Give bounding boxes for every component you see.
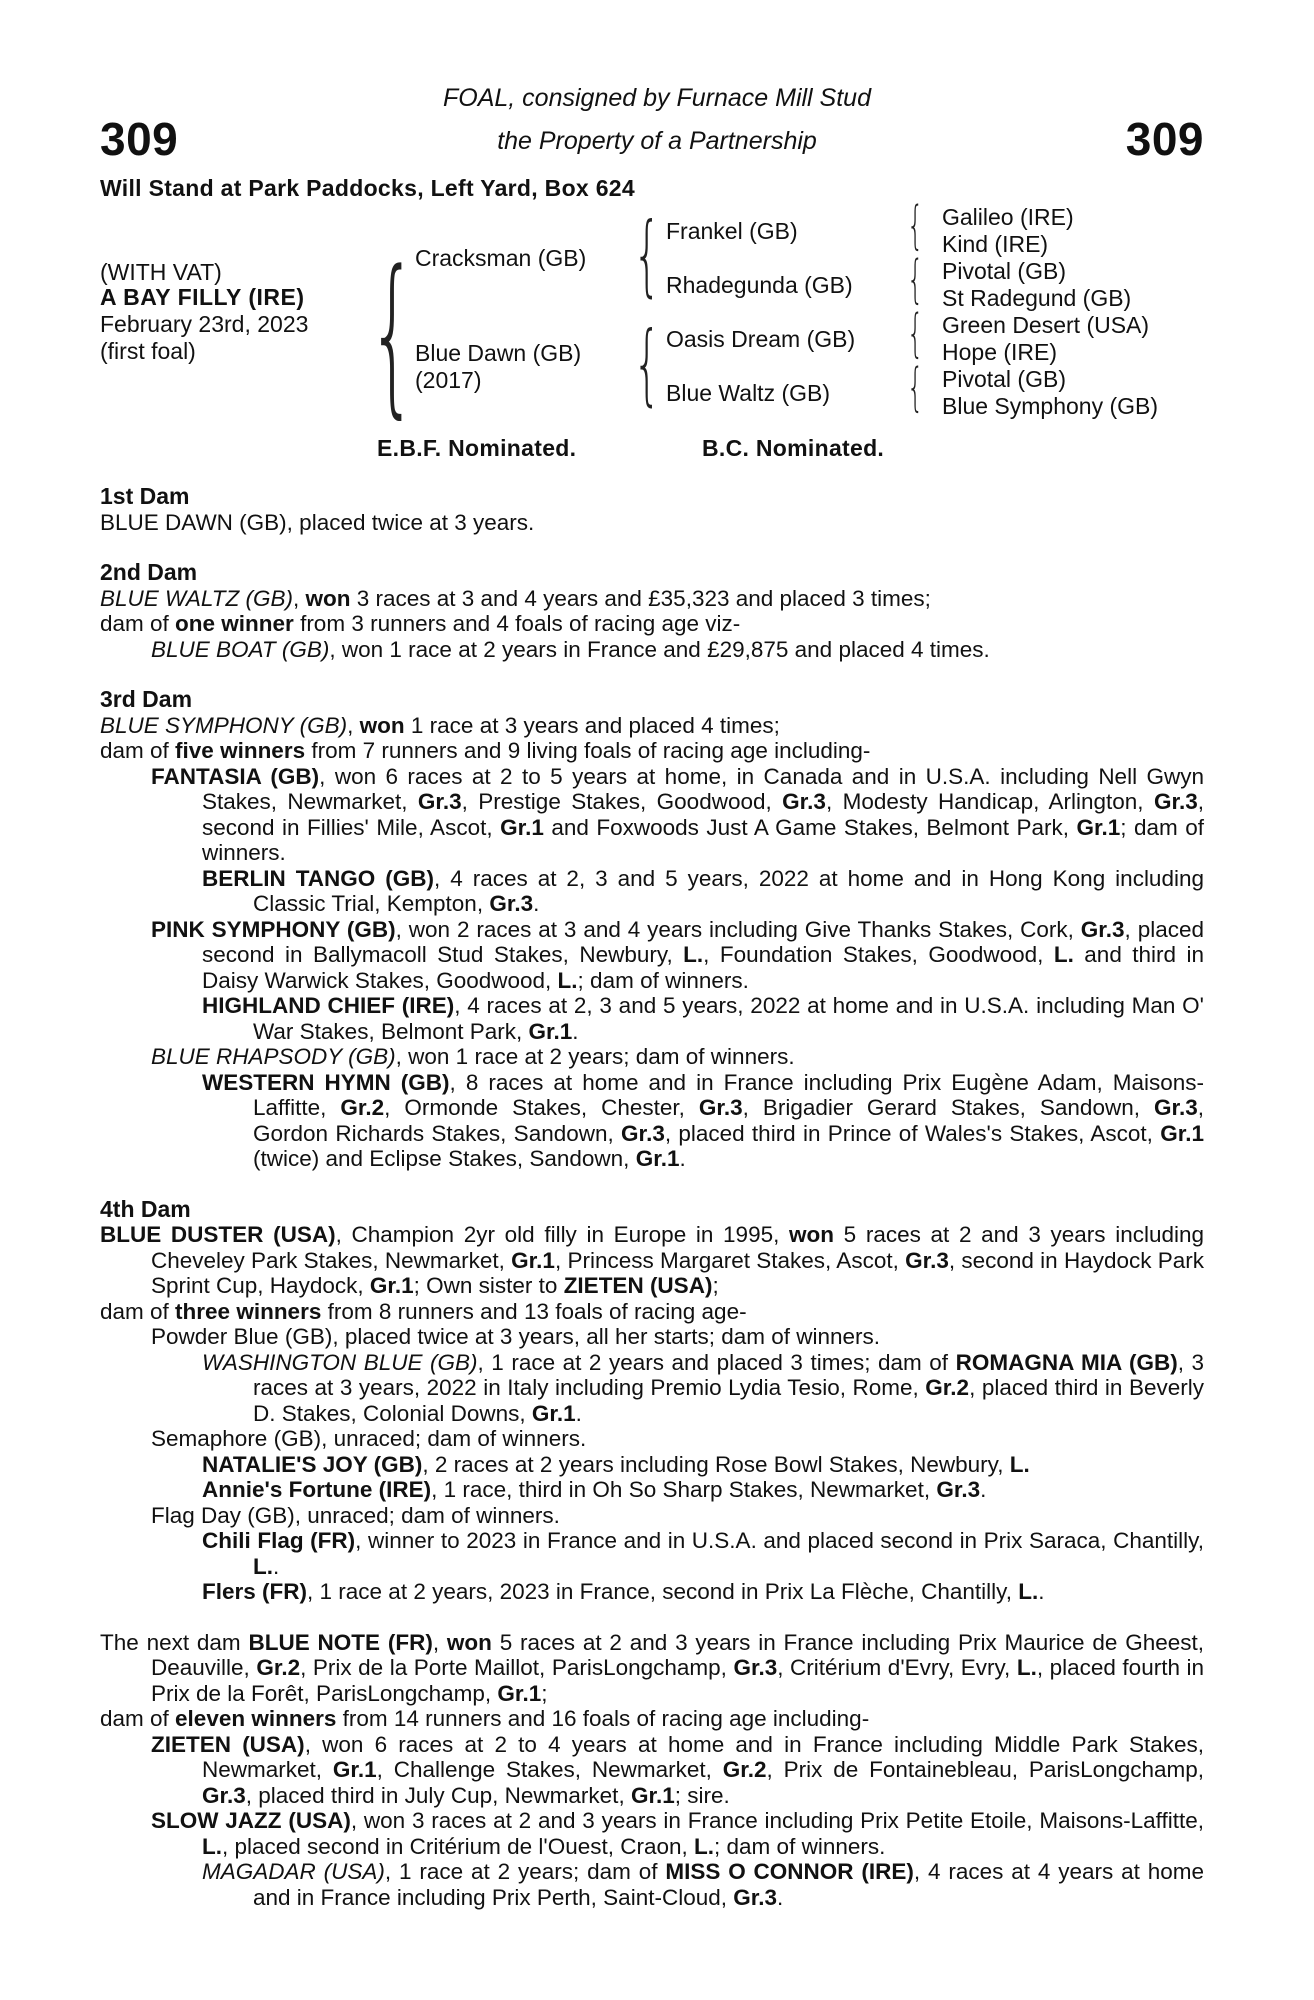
- progeny-blue-boat: BLUE BOAT (GB), won 1 race at 2 years in France and £29,875 and placed 4 times.: [151, 636, 990, 662]
- pedigree-brace-1: {: [368, 233, 418, 434]
- dam-sire-dam: Hope (IRE): [942, 339, 1058, 365]
- third-dam-line: BLUE SYMPHONY (GB), won 1 race at 3 years and placed 4 times;: [100, 712, 780, 738]
- third-dam-produce-line: dam of five winners from 7 runners and 9 living foals of racing age including-: [100, 738, 871, 763]
- first-dam-text: BLUE DAWN (GB), placed twice at 3 years.: [100, 509, 535, 535]
- pedigree-brace-3d: {: [907, 358, 924, 418]
- property-line: the Property of a Partnership: [497, 127, 817, 155]
- progeny-slow-jazz: SLOW JAZZ (USA), won 3 races at 2 and 3 years in France including Prix Petite Etoile, Maisons-Laffitte, L., placed second in Critérium de l'Ouest, Craon, L.; dam of winners.: [151, 1808, 1205, 1859]
- consignor-line: FOAL, consigned by Furnace Mill Stud: [443, 84, 871, 112]
- progeny-chili-flag: Chili Flag (FR), winner to 2023 in France and in U.S.A. and placed second in Prix Saraca, Chantilly, L..: [202, 1528, 1204, 1579]
- dam-dam: Blue Waltz (GB): [666, 380, 831, 406]
- first-dam-heading: 1st Dam: [100, 483, 190, 509]
- fourth-dam-produce-line: dam of three winners from 8 runners and 13 foals of racing age-: [100, 1298, 747, 1324]
- progeny-magadar: MAGADAR (USA), 1 race at 2 years; dam of MISS O CONNOR (IRE), 4 races at 4 years at home and in France including Prix Perth, Saint-Cloud, Gr.3.: [202, 1859, 1204, 1910]
- pedigree-brace-3c: {: [907, 304, 924, 364]
- fourth-dam-line: BLUE DUSTER (USA), Champion 2yr old filly in Europe in 1995, won 5 races at 2 and 3 years including Cheveley Park Stakes, Newmarket, Gr.1, Princess Margaret Stakes, Ascot, Gr.3, second in Haydock Park Sprint Cup, Haydock, Gr.1; Own sister to ZIETEN (USA);: [100, 1222, 1205, 1298]
- sire-dam-dam: St Radegund (GB): [942, 285, 1132, 311]
- next-dam-line: The next dam BLUE NOTE (FR), won 5 races at 2 and 3 years in France including Prix Maurice de Gheest, Deauville, Gr.2, Prix de la Porte Maillot, ParisLongchamp, Gr.3, Critérium d'Evry, Evry, L., placed fourth in Prix de la Forêt, ParisLongchamp, Gr.1;: [100, 1629, 1204, 1706]
- progeny-natalies-joy: NATALIE'S JOY (GB), 2 races at 2 years including Rose Bowl Stakes, Newbury, L.: [202, 1451, 1030, 1477]
- foal-dob: February 23rd, 2023: [100, 311, 309, 337]
- sire-name: Cracksman (GB): [415, 245, 587, 271]
- progeny-blue-rhapsody: BLUE RHAPSODY (GB), won 1 race at 2 years; dam of winners.: [151, 1044, 795, 1069]
- fourth-dam-heading: 4th Dam: [100, 1195, 191, 1222]
- next-dam-produce-line: dam of eleven winners from 14 runners and 16 foals of racing age including-: [100, 1706, 870, 1731]
- stand-location: Will Stand at Park Paddocks, Left Yard, Box 624: [100, 175, 635, 201]
- progeny-zieten: ZIETEN (USA), won 6 races at 2 to 4 years at home and in France including Middle Park Stakes, Newmarket, Gr.1, Challenge Stakes, Newmarket, Gr.2, Prix de Fontainebleau, ParisLongchamp, Gr.3, placed third in July Cup, Newmarket, Gr.1; sire.: [151, 1731, 1204, 1808]
- progeny-annies-fortune: Annie's Fortune (IRE), 1 race, third in Oh So Sharp Stakes, Newmarket, Gr.3.: [202, 1477, 987, 1502]
- dam-dam-dam: Blue Symphony (GB): [942, 393, 1159, 419]
- progeny-pink-symphony: PINK SYMPHONY (GB), won 2 races at 3 and 4 years including Give Thanks Stakes, Cork, Gr.3, placed second in Ballymacoll Stud Stakes, Newbury, L., Foundation Stakes, Goodwood, L. and third in Daisy Warwick Stakes, Goodwood, L.; dam of winners.: [151, 916, 1204, 993]
- dam-year: (2017): [415, 367, 482, 393]
- pedigree-brace-2a: {: [633, 203, 661, 306]
- foal-name: A BAY FILLY (IRE): [100, 284, 305, 310]
- progeny-berlin-tango: BERLIN TANGO (GB), 4 races at 2, 3 and 5 years, 2022 at home and in Hong Kong including Classic Trial, Kempton, Gr.3.: [202, 865, 1204, 916]
- catalogue-body: [100, 484, 1204, 1910]
- dam-sire-sire: Green Desert (USA): [942, 312, 1150, 338]
- third-dam-heading: 3rd Dam: [100, 686, 193, 712]
- pedigree-brace-3b: {: [907, 250, 924, 310]
- pedigree-brace-3a: {: [907, 196, 924, 256]
- progeny-flag-day: Flag Day (GB), unraced; dam of winners.: [151, 1502, 560, 1528]
- second-dam-heading: 2nd Dam: [100, 559, 198, 585]
- sire-sire: Frankel (GB): [666, 218, 798, 244]
- second-dam-line: BLUE WALTZ (GB), won 3 races at 3 and 4 years and £35,323 and placed 3 times;: [100, 585, 931, 611]
- progeny-semaphore: Semaphore (GB), unraced; dam of winners.: [151, 1426, 587, 1451]
- progeny-washington-blue: WASHINGTON BLUE (GB), 1 race at 2 years and placed 3 times; dam of ROMAGNA MIA (GB), 3 races at 3 years, 2022 in Italy including Premio Lydia Tesio, Rome, Gr.2, placed third in Beverly D. Stakes, Colonial Downs, Gr.1.: [202, 1349, 1204, 1426]
- bc-nomination: B.C. Nominated.: [702, 435, 885, 461]
- sire-sire-sire: Galileo (IRE): [942, 204, 1074, 230]
- dam-dam-sire: Pivotal (GB): [942, 366, 1066, 392]
- lot-number-left: 309: [100, 113, 179, 165]
- foal-note: (first foal): [100, 338, 196, 364]
- dam-sire: Oasis Dream (GB): [666, 326, 856, 352]
- progeny-highland-chief: HIGHLAND CHIEF (IRE), 4 races at 2, 3 and 5 years, 2022 at home and in U.S.A. including Man O' War Stakes, Belmont Park, Gr.1.: [202, 993, 1204, 1044]
- progeny-western-hymn: WESTERN HYMN (GB), 8 races at home and in France including Prix Eugène Adam, Maisons-Laffitte, Gr.2, Ormonde Stakes, Chester, Gr.3, Brigadier Gerard Stakes, Sandown, Gr.3, Gordon Richards Stakes, Sandown, Gr.3, placed third in Prince of Wales's Stakes, Ascot, Gr.1 (twice) and Eclipse Stakes, Sandown, Gr.1.: [202, 1069, 1204, 1171]
- pedigree-brace-2b: {: [633, 312, 661, 415]
- progeny-flers: Flers (FR), 1 race at 2 years, 2023 in France, second in Prix La Flèche, Chantilly, L..: [202, 1579, 1045, 1604]
- sire-dam: Rhadegunda (GB): [666, 272, 853, 298]
- vat-note: (WITH VAT): [100, 259, 222, 285]
- second-dam-produce-line: dam of one winner from 3 runners and 4 foals of racing age viz-: [100, 611, 741, 636]
- progeny-fantasia: FANTASIA (GB), won 6 races at 2 to 5 years at home, in Canada and in U.S.A. including Nell Gwyn Stakes, Newmarket, Gr.3, Prestige Stakes, Goodwood, Gr.3, Modesty Handicap, Arlington, Gr.3, second in Fillies' Mile, Ascot, Gr.1 and Foxwoods Just A Game Stakes, Belmont Park, Gr.1; dam of winners.: [151, 763, 1204, 865]
- sire-dam-sire: Pivotal (GB): [942, 258, 1066, 284]
- ebf-nomination: E.B.F. Nominated.: [377, 435, 577, 461]
- progeny-powder-blue: Powder Blue (GB), placed twice at 3 years, all her starts; dam of winners.: [151, 1324, 881, 1349]
- dam-name: Blue Dawn (GB): [415, 340, 582, 366]
- lot-number-right: 309: [1125, 113, 1204, 165]
- sire-sire-dam: Kind (IRE): [942, 231, 1049, 257]
